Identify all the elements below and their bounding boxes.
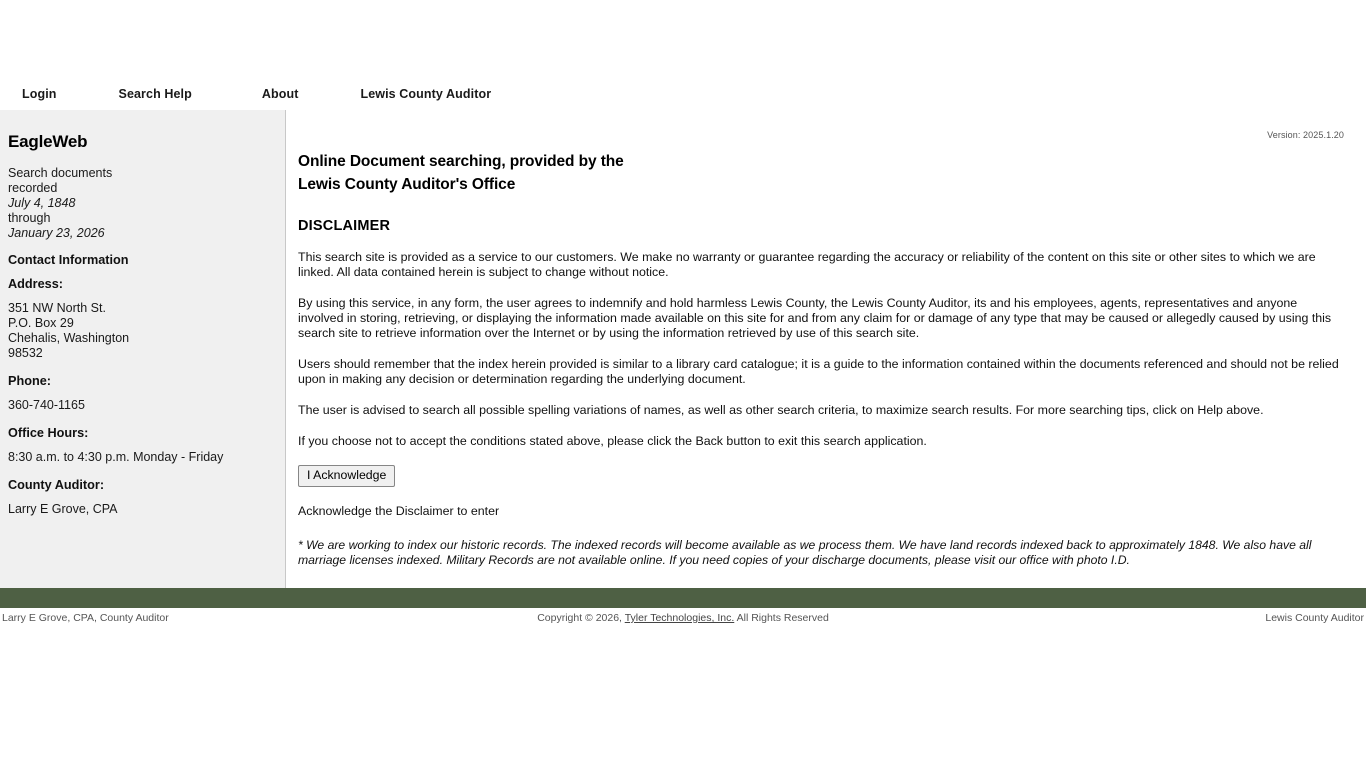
sidebar-search-scope: [8, 166, 275, 241]
address-line-1: 351 NW North St.: [8, 301, 106, 315]
nav-about[interactable]: About: [261, 86, 299, 101]
search-scope-line2: recorded: [8, 181, 58, 195]
disclaimer-paragraph-1: This search site is provided as a service to our customers. We make no warranty or guarantee regarding the accuracy or reliability of the content on this site or other sites to which we are linked. All data contained herein is subject to change without notice.: [298, 250, 1316, 279]
disclaimer-heading: DISCLAIMER: [298, 218, 391, 234]
disclaimer-paragraph-4: The user is advised to search all possible spelling variations of names, as well as other search criteria, to maximize search results. For more searching tips, click on Help above.: [298, 403, 1264, 417]
address-line-2: P.O. Box 29: [8, 316, 74, 330]
page-title: [298, 150, 1354, 196]
county-auditor-value: Larry E Grove, CPA: [8, 502, 118, 516]
main-content: [287, 110, 1366, 588]
sidebar-title: EagleWeb: [8, 132, 88, 151]
search-scope-line3: through: [8, 211, 51, 225]
phone-label: Phone:: [8, 374, 51, 388]
content-columns: [0, 110, 1366, 588]
county-auditor-label: County Auditor:: [8, 478, 105, 492]
nav-links: [0, 84, 491, 103]
disclaimer-paragraph-2: By using this service, in any form, the user agrees to indemnify and hold harmless Lewis County, the Lewis County Auditor, its and his employees, agents, representatives and anyone involved in storing, retrieving, or displaying the information made available on this site for and from any claim for or damage of any type that may be caused or allegedly caused by using this search site to retrieve information over the Internet or by using the information retrieved by use of this search site.: [298, 296, 1332, 340]
footer-county-name: Lewis County Auditor: [1265, 612, 1364, 624]
address-label: Address:: [8, 277, 63, 291]
nav-lewis-county-auditor[interactable]: Lewis County Auditor: [360, 86, 492, 101]
page-title-line-2: Lewis County Auditor's Office: [298, 176, 516, 193]
footer: [0, 608, 1366, 628]
acknowledge-note: Acknowledge the Disclaimer to enter: [298, 504, 500, 518]
tyler-technologies-link[interactable]: Tyler Technologies, Inc.: [624, 612, 735, 624]
footer-copyright: [0, 612, 1366, 624]
top-navigation-bar: [0, 0, 1366, 110]
historic-records-footnote: * We are working to index our historic records. The indexed records will become available as we process them. We have land records indexed back to approximately 1848. We also have all marriage licenses indexed. Military Records are not available online. If you need copies of your discharge documents, please visit our office with photo I.D.: [298, 538, 1312, 567]
i-acknowledge-button[interactable]: I Acknowledge: [298, 465, 395, 487]
search-scope-date-from: July 4, 1848: [8, 196, 76, 210]
disclaimer-paragraph-5: If you choose not to accept the conditions stated above, please click the Back button to exit this search application.: [298, 434, 927, 448]
address-value: [8, 301, 275, 361]
page-title-line-1: Online Document searching, provided by the: [298, 153, 624, 170]
address-line-3: Chehalis, Washington: [8, 331, 130, 345]
contact-information-heading: Contact Information: [8, 253, 129, 267]
version-label: Version: 2025.1.20: [1267, 130, 1344, 140]
nav-login[interactable]: Login: [22, 86, 57, 101]
footer-copyright-suffix: All Rights Reserved: [736, 612, 829, 624]
footer-copyright-prefix: Copyright © 2026,: [537, 612, 622, 624]
phone-value: 360-740-1165: [8, 398, 85, 412]
office-hours-value: 8:30 a.m. to 4:30 p.m. Monday - Friday: [8, 450, 224, 464]
footer-auditor-name: Larry E Grove, CPA, County Auditor: [2, 612, 169, 624]
office-hours-label: Office Hours:: [8, 426, 89, 440]
search-scope-date-to: January 23, 2026: [8, 226, 105, 240]
sidebar: [0, 110, 286, 588]
address-line-4: 98532: [8, 346, 43, 360]
disclaimer-paragraph-3: Users should remember that the index herein provided is similar to a library card catalogue; it is a guide to the information contained within the documents referenced and should not be relied upon in making any decision or determination regarding the underlying document.: [298, 357, 1339, 386]
nav-search-help[interactable]: Search Help: [118, 86, 192, 101]
search-scope-line1: Search documents: [8, 166, 113, 180]
footer-accent-bar: [0, 588, 1366, 608]
